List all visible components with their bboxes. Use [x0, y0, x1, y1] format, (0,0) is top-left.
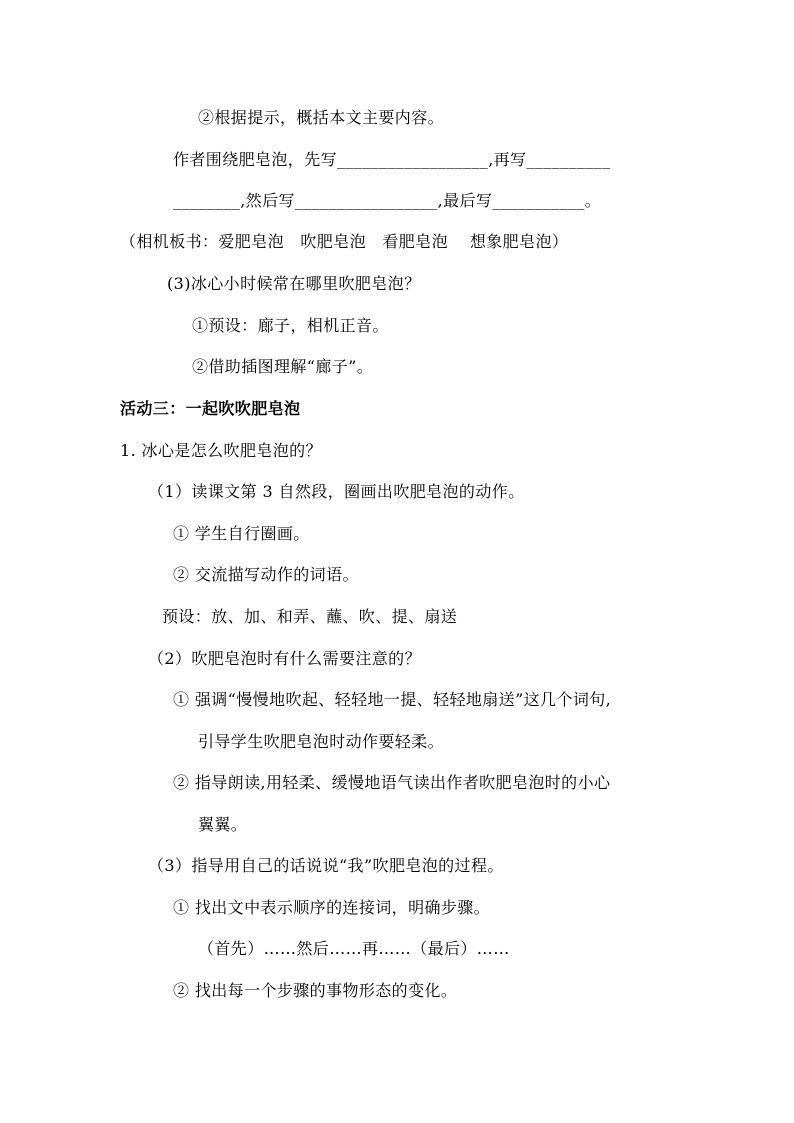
board-notes: （相机板书：爱肥皂泡 吹肥皂泡 看肥皂泡 想象肥皂泡） — [120, 232, 569, 251]
subquestion-2-step-1-cont: 引导学生吹肥皂泡时动作要轻柔。 — [198, 732, 445, 751]
question-3: (3)冰心小时候常在哪里吹肥皂泡？ — [167, 274, 421, 293]
summary-fill-blank-line-2: ________,然后写_________________,最后写___________。 — [173, 191, 602, 210]
subquestion-3-step-2: ② 找出每一个步骤的事物形态的变化。 — [173, 981, 458, 1000]
subquestion-1: （1）读课文第 3 自然段，圈画出吹肥皂泡的动作。 — [148, 482, 525, 501]
question-3-answer-2: ②借助插图理解“廊子”。 — [192, 357, 374, 376]
subquestion-1-step-2: ② 交流描写动作的词语。 — [173, 565, 359, 584]
subquestion-1-step-1: ① 学生自行圈画。 — [173, 524, 310, 543]
subquestion-1-preset: 预设：放、加、和弄、蘸、吹、提、扇送 — [162, 607, 458, 626]
subquestion-2-step-1: ① 强调“慢慢地吹起、轻轻地一提、轻轻地扇送”这几个词句, — [173, 690, 612, 709]
summary-instruction: ②根据提示，概括本文主要内容。 — [198, 108, 445, 127]
question-3-answer-1: ①预设：廊子，相机正音。 — [192, 316, 389, 335]
subquestion-2-step-2-cont: 翼翼。 — [198, 815, 248, 834]
subquestion-3-step-1: ① 找出文中表示顺序的连接词，明确步骤。 — [173, 898, 491, 917]
sequence-words: （首先）……然后……再……（最后）…… — [198, 939, 510, 958]
subquestion-2: （2）吹肥皂泡时有什么需要注意的？ — [148, 649, 421, 668]
summary-fill-blank-line-1: 作者围绕肥皂泡，先写__________________,再写__________ — [173, 150, 611, 169]
question-1: 1. 冰心是怎么吹肥皂泡的？ — [120, 441, 322, 460]
subquestion-2-step-2: ② 指导朗读,用轻柔、缓慢地语气读出作者吹肥皂泡时的小心 — [173, 773, 611, 792]
subquestion-3: （3）指导用自己的话说说“我”吹肥皂泡的过程。 — [148, 856, 504, 875]
activity-3-heading: 活动三：一起吹吹肥皂泡 — [120, 399, 301, 418]
